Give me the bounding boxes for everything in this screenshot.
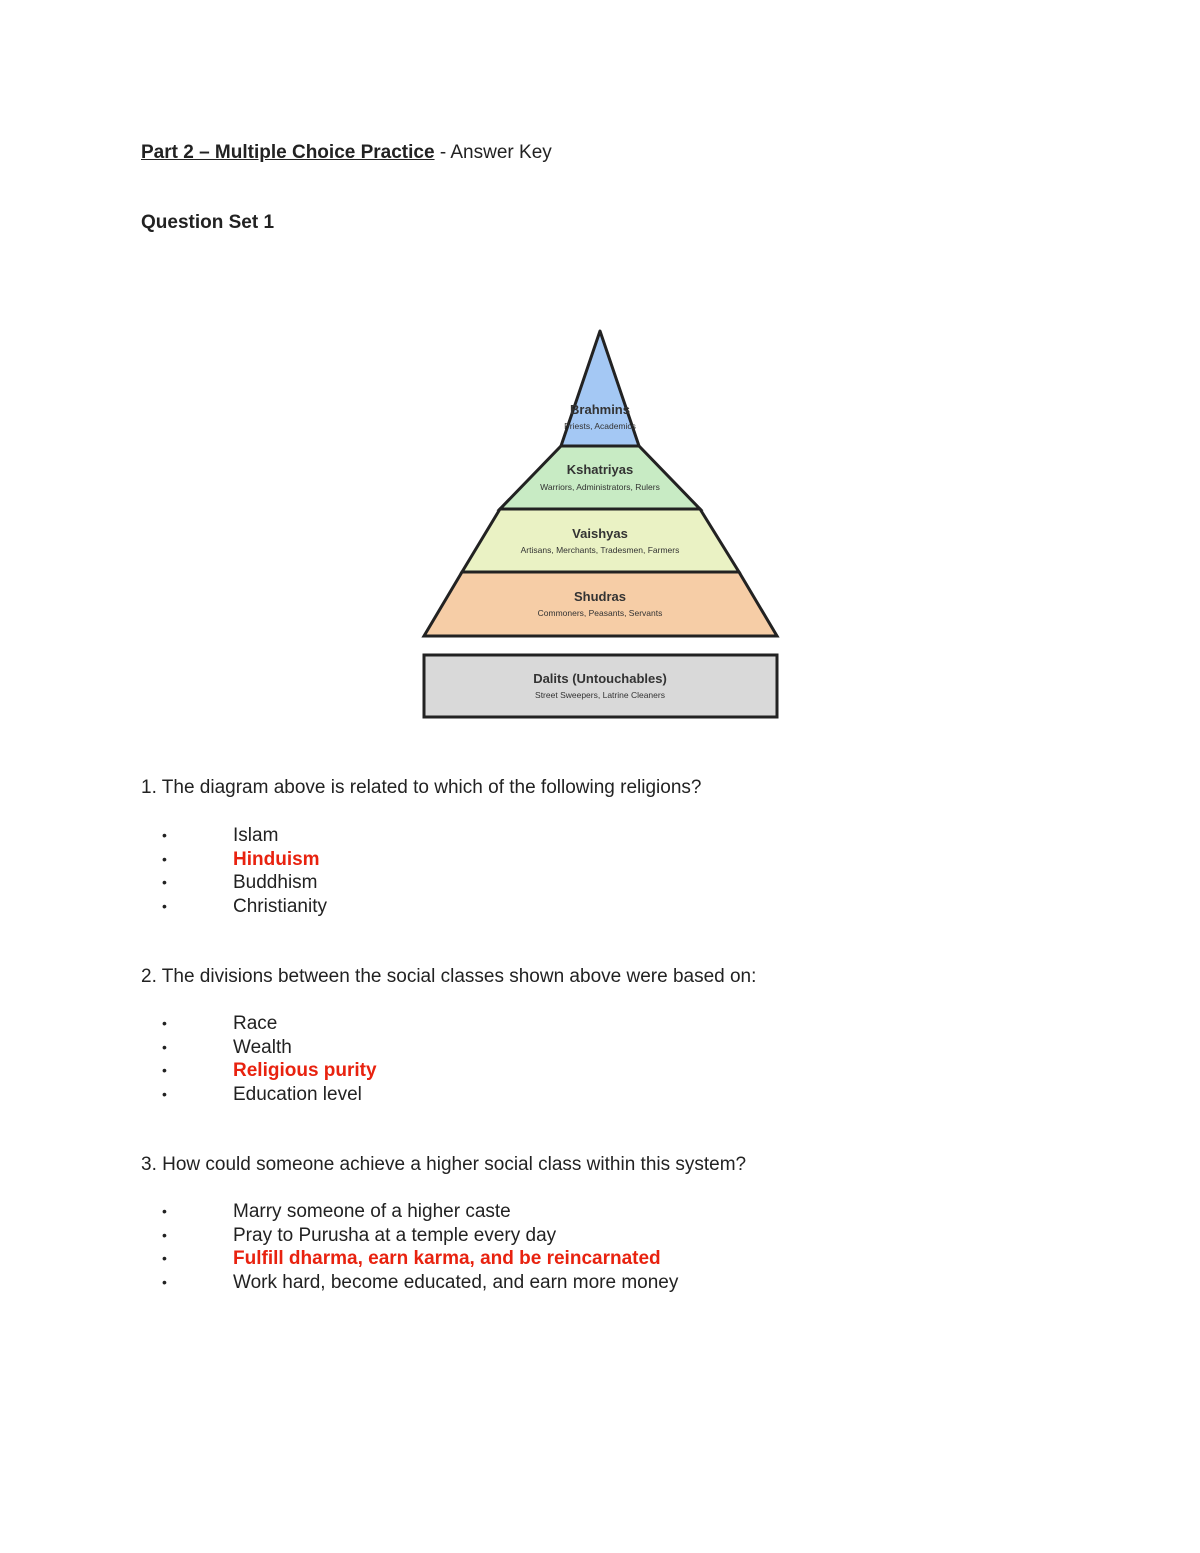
bullet: • — [162, 1015, 167, 1031]
tier-name-shudras: Shudras — [573, 589, 627, 604]
question-1-options — [162, 824, 1062, 918]
bullet: • — [162, 874, 167, 891]
bullet: • — [162, 827, 167, 843]
question-3-options — [162, 1200, 1062, 1294]
option — [162, 871, 1062, 895]
option — [162, 1012, 1062, 1036]
option — [162, 848, 1062, 872]
bullet: • — [162, 1038, 167, 1055]
tier-desc-vaishyas: Artisans, Merchants, Tradesmen, Farmers — [520, 545, 680, 555]
tier-name-kshatriyas: Kshatriyas — [566, 462, 634, 477]
tier-desc-kshatriyas: Warriors, Administrators, Rulers — [540, 482, 660, 492]
option-text: Buddhism — [233, 872, 318, 894]
tier-desc-dalits: Street Sweepers, Latrine Cleaners — [535, 690, 665, 700]
bullet: • — [162, 1273, 167, 1290]
question-2-options — [162, 1012, 1062, 1106]
title-bold: Part 2 – Multiple Choice Practice — [141, 142, 435, 163]
tier-name-vaishyas: Vaishyas — [572, 526, 628, 541]
option-text: Religious purity — [233, 1060, 377, 1082]
bullet: • — [162, 1226, 167, 1243]
option-text: Work hard, become educated, and earn more money — [233, 1271, 679, 1293]
tier-desc-brahmins: Priests, Academics — [564, 421, 636, 431]
option-text: Pray to Purusha at a temple every day — [233, 1224, 557, 1246]
option — [162, 1036, 1062, 1060]
option-text: Fulfill dharma, earn karma, and be reincarnated — [233, 1248, 661, 1270]
option — [162, 1059, 1062, 1083]
tier-name-dalits: Dalits (Untouchables) — [533, 671, 667, 686]
option — [162, 1200, 1062, 1224]
option — [162, 824, 1062, 848]
option-text: Wealth — [233, 1036, 292, 1058]
tier-name-brahmins: Brahmins — [570, 402, 630, 417]
option-text: Education level — [233, 1083, 362, 1105]
bullet: • — [162, 897, 167, 914]
option-text: Christianity — [233, 895, 327, 917]
caste-pyramid-diagram — [0, 0, 1200, 740]
bullet: • — [162, 1203, 167, 1219]
option-text: Hinduism — [233, 848, 320, 870]
tier-desc-shudras: Commoners, Peasants, Servants — [537, 608, 663, 618]
question-set-heading: Question Set 1 — [141, 212, 275, 233]
option — [162, 895, 1062, 919]
tier-dalits — [424, 655, 777, 717]
tier-kshatriyas — [500, 446, 700, 509]
question-2: 2. The divisions between the social classes shown above were based on: — [141, 966, 757, 987]
bullet: • — [162, 1250, 167, 1267]
bullet: • — [162, 850, 167, 867]
bullet: • — [162, 1085, 167, 1102]
tier-shudras — [424, 572, 777, 636]
option-text: Marry someone of a higher caste — [233, 1201, 511, 1222]
bullet: • — [162, 1062, 167, 1079]
option-text: Islam — [233, 825, 279, 846]
option — [162, 1083, 1062, 1107]
question-3: 3. How could someone achieve a higher social class within this system? — [141, 1154, 747, 1175]
option-text: Race — [233, 1013, 278, 1034]
title-rest: - Answer Key — [434, 142, 552, 163]
question-1: 1. The diagram above is related to which of the following religions? — [141, 777, 702, 798]
option — [162, 1247, 1062, 1271]
option — [162, 1271, 1062, 1295]
option — [162, 1224, 1062, 1248]
